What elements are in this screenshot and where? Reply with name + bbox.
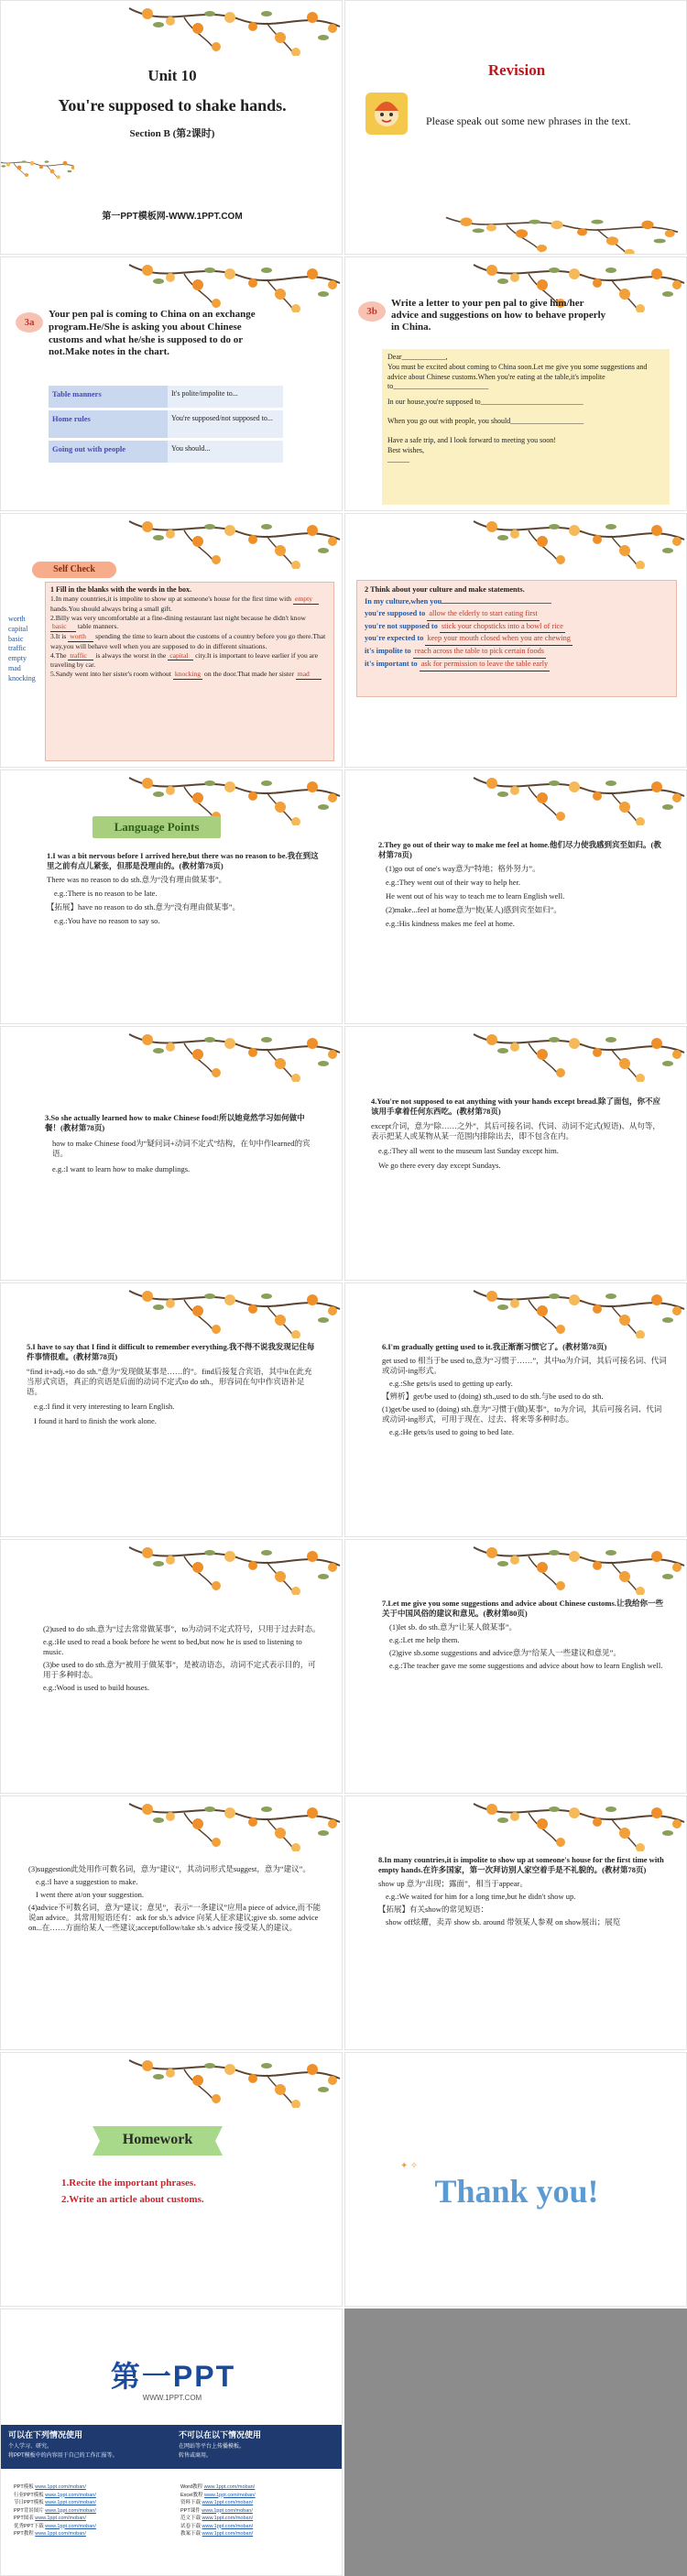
- cannot-use-item: 转售或商用。: [179, 2453, 213, 2459]
- link-url[interactable]: www.1ppt.com/moban/: [35, 2531, 86, 2538]
- point-note: “find it+adj.+to do sth.”意为“发现做某事是……的”。find后接复合宾语，其中it在此充当形式宾语，真正的宾语是后面的动词不定式to do sth.，形容词在句中作宾语补足语。: [27, 1367, 312, 1397]
- link-url[interactable]: www.1ppt.com/moban/: [35, 2516, 86, 2522]
- link-url[interactable]: www.1ppt.com/moban/: [202, 2507, 253, 2514]
- cartoon-face-icon: [365, 93, 408, 135]
- answer: allow the elderly to start eating first: [427, 608, 539, 621]
- statement-line: [365, 596, 669, 608]
- point-example: e.g.:I want to learn how to make dumplings.: [52, 1164, 191, 1174]
- link-row[interactable]: [14, 2499, 169, 2507]
- letter-template: [382, 349, 670, 505]
- answer: basic: [50, 622, 76, 632]
- point-note: 【辨析】get/be used to (doing) sth.,used to do sth.与be used to do sth.: [382, 1392, 604, 1402]
- usage-panel: [1, 2425, 343, 2469]
- point-example: e.g.:His kindness makes me feel at home.: [386, 919, 515, 929]
- point-sentence: 7.Let me give you some suggestions and advice about Chinese customs.让我给你一些关于中国风俗的建议和意见。(教材第80页): [382, 1599, 663, 1619]
- answer: traffic: [68, 651, 93, 661]
- item-text: 2.Billy was very uncomfortable at a fine-dining restaurant last night because he didn't know: [50, 613, 306, 622]
- statement-line: [365, 621, 669, 634]
- point-example: e.g.:There is no reason to be late.: [54, 889, 158, 899]
- link-url[interactable]: www.1ppt.com/moban/: [45, 2492, 96, 2498]
- letter-line: Dear____________,: [387, 353, 448, 361]
- lesson-title: You're supposed to shake hands.: [58, 96, 287, 115]
- point-note: how to make Chinese food为“疑问词+动词不定式”结构，在句中作learned的宾语。: [52, 1139, 311, 1159]
- link-row[interactable]: [180, 2483, 336, 2492]
- link-label: 试卷下载: [180, 2523, 202, 2529]
- link-url[interactable]: www.1ppt.com/moban/: [202, 2500, 254, 2506]
- point-example: I found it hard to finish the work alone.: [34, 1416, 157, 1426]
- statement-lead: you're supposed to: [365, 608, 426, 617]
- point-note: 【拓展】have no reason to do sth.意为“没有理由做某事”。: [47, 902, 241, 912]
- point-note: (4)advice不可数名词，意为“建议；意见”，表示“一条建议”应用a piece of advice,而不能说an advice。其常用短语还有：ask for sb.'s advice 向某人征求建议;give sb. some advice on...在……方面给某人一些建议;accept/follow/take sb.'s advice 接受某人的建议。: [28, 1903, 322, 1933]
- slide-language-points-2: [344, 770, 687, 1024]
- point-example: I went there at/on your suggestion.: [36, 1890, 145, 1900]
- point-body: [45, 1113, 316, 1174]
- link-label: PPT背景图片: [14, 2507, 44, 2514]
- can-use-heading: 可以在下列情况使用: [8, 2430, 83, 2440]
- point-sentence: 3.So she actually learned how to make Chinese food!所以她竟然学习如何做中餐！(教材第78页): [45, 1113, 305, 1133]
- statement-lead: it's important to: [365, 660, 418, 669]
- slide-language-points-8: [344, 1539, 687, 1794]
- point-sentence: 4.You're not supposed to eat anything with your hands except bread.除了面包，你不应该用手拿着任何东西吃。(教材第78页): [371, 1097, 660, 1117]
- point-note: (1)let sb. do sth.意为“让某人做某事”。: [389, 1622, 518, 1632]
- point-sentence: 6.I'm gradually getting used to it.我正渐渐习惯它了。(教材第78页): [382, 1342, 607, 1351]
- slide-language-points-9: [0, 1796, 343, 2050]
- slide-3b: [344, 257, 687, 511]
- instruction: 1 Fill in the blanks with the words in the box.: [50, 585, 192, 594]
- answer: empty: [293, 595, 319, 605]
- point-sentence: 5.I have to say that I find it difficult to remember everything.我不得不说我发现记住每件事情很难。(教材第78页): [27, 1342, 315, 1362]
- slide-language-points-1: [0, 770, 343, 1024]
- point-note: (3)be used to do sth.意为“被用于做某事”，是被动语态，动词不定式表示目的，可用于多种时态。: [43, 1660, 316, 1680]
- slide-3a: [0, 257, 343, 511]
- link-row[interactable]: [14, 2483, 169, 2492]
- link-label: 范文下载: [180, 2516, 202, 2522]
- point-note: show up 意为“出现；露面”，相当于appear。: [378, 1879, 528, 1889]
- item-text: 5.Sandy went into her sister's room without: [50, 669, 171, 678]
- answer: mad: [296, 670, 322, 680]
- item-text: spending the time to learn about the customs of a country before you go there.That way,you will behave well when you are supposed to do in different situations.: [50, 632, 326, 650]
- item-text: hands.You should always bring a small gift.: [50, 604, 172, 613]
- self-check-badge: Self Check: [32, 562, 116, 578]
- blank-item: [50, 651, 329, 670]
- blank-item: [50, 632, 329, 650]
- link-row[interactable]: [14, 2530, 169, 2538]
- link-url[interactable]: www.1ppt.com/moban/: [203, 2492, 256, 2498]
- link-url[interactable]: www.1ppt.com/moban/: [45, 2523, 96, 2529]
- point-body: [28, 1864, 322, 1933]
- brand-url: WWW.1PPT.COM: [142, 2394, 202, 2402]
- point-body: [27, 1342, 320, 1426]
- statement-line: [365, 659, 669, 671]
- link-label: 优秀PPT下载: [14, 2523, 44, 2529]
- link-row[interactable]: [14, 2492, 169, 2500]
- vine-decoration: [345, 1027, 687, 1082]
- letter-line: In our house,you're supposed to____________________________: [387, 398, 583, 407]
- badge-3b: 3b: [358, 301, 386, 322]
- statement-line: [365, 608, 669, 621]
- point-body: [43, 1624, 323, 1693]
- blank-item: [50, 614, 329, 632]
- homework-task: 1.Recite the important phrases.: [61, 2178, 196, 2189]
- link-url[interactable]: www.1ppt.com/moban/: [202, 2531, 254, 2538]
- row-note: You're supposed/not supposed to...: [168, 410, 283, 438]
- answer: reach across the table to pick certain foods: [413, 646, 546, 659]
- link-row[interactable]: [180, 2523, 336, 2531]
- point-example: We go there every day except Sundays.: [378, 1161, 501, 1171]
- item-text: 4.The: [50, 650, 67, 660]
- point-example: He went out of his way to teach me to learn English well.: [386, 891, 565, 901]
- link-row[interactable]: [14, 2507, 169, 2516]
- point-example: show off炫耀，卖弄 show sb. around 带领某人参观 on show展出；展览: [386, 1917, 621, 1927]
- point-example: e.g.:You have no reason to say so.: [54, 916, 160, 926]
- link-url[interactable]: www.1ppt.com/moban/: [202, 2523, 254, 2529]
- unit-label: Unit 10: [147, 67, 197, 84]
- homework-heading: Homework: [122, 2132, 193, 2147]
- slide-language-points-10: [344, 1796, 687, 2050]
- slide-credits: [0, 2309, 343, 2576]
- slide-language-points-4: [344, 1026, 687, 1281]
- link-url[interactable]: www.1ppt.com/moban/: [203, 2484, 256, 2490]
- point-body: [382, 1342, 668, 1437]
- slide-language-points-5: [0, 1283, 343, 1537]
- word-item: basic: [8, 634, 24, 643]
- slide-language-points-3: [0, 1026, 343, 1281]
- point-body: [378, 1855, 668, 1927]
- row-note: You should...: [168, 441, 283, 463]
- link-label: PPT图表: [14, 2516, 34, 2522]
- word-item: capital: [8, 624, 28, 633]
- slide-title: [0, 0, 343, 255]
- link-row[interactable]: [14, 2515, 169, 2523]
- link-url[interactable]: www.1ppt.com/moban/: [202, 2516, 254, 2522]
- vine-decoration-left: [0, 157, 74, 255]
- answer: stick your chopsticks into a bowl of rice: [440, 621, 565, 634]
- language-points-heading: Language Points: [93, 816, 221, 838]
- slide-thank-you: [344, 2052, 687, 2307]
- answer: capital: [168, 651, 193, 661]
- point-note: (3)suggestion此处用作可数名词，意为“建议”，其动词形式是suggest，意为“建议”。: [28, 1864, 311, 1873]
- footer-text: 第一PPT模板网-WWW.1PPT.COM: [102, 212, 243, 222]
- item-text: city.It is important to leave earlier if you are traveling by car.: [50, 650, 318, 670]
- point-sentence: 1.I was a bit nervous before I arrived here,but there was no reason to be.我在到这里之前有点儿紧张，但那是没理由的。(教材第78页): [47, 851, 319, 871]
- vine-decoration: [1, 2053, 343, 2108]
- vine-decoration: [1, 1796, 343, 1851]
- word-item: worth: [8, 615, 26, 623]
- point-note: There was no reason to do sth.意为“没有理由做某事”。: [47, 875, 227, 885]
- link-url[interactable]: www.1ppt.com/moban/: [35, 2484, 86, 2490]
- statement-line: [365, 633, 669, 646]
- homework-task: 2.Write an article about customs.: [61, 2194, 204, 2205]
- can-use-item: 个人学习、研究。: [8, 2444, 53, 2450]
- slide-homework: [0, 2052, 343, 2307]
- answer: ask for permission to leave the table early: [420, 659, 550, 671]
- row-label: Table manners: [49, 386, 168, 408]
- notes-chart: [49, 386, 283, 463]
- badge-3a: 3a: [16, 312, 43, 333]
- letter-line: ______: [387, 455, 409, 464]
- answer: knocking: [174, 669, 202, 678]
- statements-panel: [356, 580, 677, 697]
- word-box: [8, 615, 41, 684]
- row-label: Home rules: [49, 410, 168, 438]
- blank-item: [50, 595, 329, 613]
- point-note: (1)get/be used to (doing) sth.意为“习惯于(做)某事”，to为介词，其后可接名词、代词或动词-ing形式，可用于现在、过去、将来等多种时态。: [382, 1404, 662, 1424]
- links-right: [180, 2483, 336, 2538]
- answer: keep your mouth closed when you are chewing: [425, 633, 572, 646]
- slide-statements: [344, 513, 687, 768]
- vine-decoration: [1, 1, 343, 56]
- brand-logo: 第一PPT: [110, 2360, 236, 2393]
- slide-revision: [344, 0, 687, 255]
- point-sentence: 2.They go out of their way to make me feel at home.他们尽力使我感到宾至如归。(教材第78页): [378, 840, 661, 860]
- statement-lead: you're expected to: [365, 634, 424, 643]
- point-note: (1)go out of one's way意为“特地；格外努力”。: [386, 864, 540, 874]
- point-example: e.g.:Let me help them.: [389, 1635, 460, 1645]
- link-label: Word教程: [180, 2484, 203, 2490]
- point-example: e.g.:They went out of their way to help her.: [386, 878, 521, 888]
- link-label: PPT教程: [14, 2531, 34, 2538]
- link-label: PPT模板: [14, 2484, 34, 2490]
- fill-blanks-panel: [45, 582, 334, 761]
- vine-decoration: [345, 514, 687, 569]
- link-row[interactable]: [180, 2530, 336, 2538]
- vine-decoration: [345, 770, 687, 825]
- link-url[interactable]: www.1ppt.com/moban/: [45, 2507, 96, 2514]
- point-note: 【拓展】有关show的常见短语：: [378, 1905, 488, 1915]
- link-label: PPT课件: [180, 2507, 201, 2514]
- revision-text: Please speak out some new phrases in the text.: [426, 115, 631, 127]
- slide-language-points-6: [344, 1283, 687, 1537]
- vine-decoration: [1, 257, 343, 312]
- instruction: 2 Think about your culture and make statements.: [365, 585, 525, 594]
- point-note: (2)give sb.some suggestions and advice意为“给某人一些建议和意见”。: [389, 1648, 621, 1658]
- vine-decoration-bottom: [345, 212, 687, 255]
- point-note: except介词，意为“除……之外”，其后可接名词、代词、动词不定式(短语)、从句等，表示把某人或某物从某一范围内排除出去，即不包含在内。: [371, 1121, 660, 1141]
- slide-language-points-7: [0, 1539, 343, 1794]
- point-note: (2)used to do sth.意为“过去常常做某事”，to为动词不定式符号，只用于过去时态。: [43, 1624, 321, 1633]
- point-body: [382, 1599, 668, 1671]
- thank-you-text: Thank you!: [434, 2173, 599, 2210]
- link-row[interactable]: [180, 2507, 336, 2516]
- sparkle-icon: ✦ ✧: [400, 2161, 419, 2171]
- task-3a-prompt: Your pen pal is coming to China on an exchange program.He/She is asking you about Chinese customs and what he/she is supposed to do or not.Make notes in the chart.: [49, 309, 256, 358]
- point-example: e.g.:She gets/is used to getting up early.: [389, 1379, 513, 1389]
- vine-decoration: [1, 1283, 343, 1338]
- point-example: e.g.:He gets/is used to going to bed late.: [389, 1427, 514, 1437]
- link-label: Excel教程: [180, 2492, 203, 2498]
- point-example: e.g.:He used to read a book before he went to bed,but now he is used to listening to music.: [43, 1637, 302, 1657]
- vine-decoration: [1, 514, 343, 569]
- point-example: e.g.:The teacher gave me some suggestions and advice about how to learn English well.: [389, 1661, 663, 1671]
- word-item: knocking: [8, 673, 36, 682]
- cannot-use-heading: 不可以在以下情况使用: [179, 2430, 262, 2440]
- blank-line: [442, 603, 551, 604]
- statement-lead: you're not supposed to: [365, 621, 438, 630]
- link-label: 资料下载: [180, 2500, 202, 2506]
- point-body: [371, 1097, 664, 1171]
- point-body: [47, 851, 322, 926]
- blank-item: [50, 670, 329, 680]
- letter-line: When you go out with people, you should____________________: [387, 416, 584, 425]
- row-note: It's polite/impolite to...: [168, 386, 283, 408]
- item-text: 1.In many countries,it is impolite to show up at someone's house for the first time with: [50, 595, 292, 604]
- empty-slot: [344, 2309, 687, 2576]
- answer: worth: [68, 632, 93, 642]
- letter-line: You must be excited about coming to China soon.Let me give you some suggestions and advice about Chinese customs.When you're eating at the table,it's impolite to__________________________: [387, 362, 648, 391]
- vine-decoration: [1, 1540, 343, 1595]
- word-item: traffic: [8, 644, 27, 653]
- point-note: (2)make...feel at home意为“使(某人)感到宾至如归”。: [386, 905, 562, 915]
- word-item: empty: [8, 654, 27, 663]
- link-label: 行业PPT模板: [14, 2492, 44, 2498]
- section-label: Section B (第2课时): [129, 128, 215, 139]
- chart-row: [49, 386, 283, 408]
- vine-decoration: [345, 1796, 687, 1851]
- slide-self-check: [0, 513, 343, 768]
- link-row[interactable]: [180, 2515, 336, 2523]
- vine-decoration: [345, 1283, 687, 1338]
- link-row[interactable]: [180, 2492, 336, 2500]
- cannot-use-item: 在网站等平台上传播模板。: [179, 2444, 245, 2450]
- point-example: e.g.:They all went to the museum last Sunday except him.: [378, 1146, 559, 1156]
- item-text: 3.It is: [50, 632, 67, 641]
- vine-decoration: [1, 1027, 343, 1082]
- point-example: e.g.:Wood is used to build houses.: [43, 1683, 149, 1693]
- revision-title: Revision: [487, 61, 546, 79]
- item-text: on the door.That made her sister: [204, 669, 294, 678]
- vine-decoration: [345, 1540, 687, 1595]
- statement-lead: it's impolite to: [365, 647, 411, 656]
- link-label: 节日PPT模板: [14, 2500, 44, 2506]
- link-row[interactable]: [14, 2523, 169, 2531]
- letter-line: Best wishes,: [387, 445, 424, 454]
- point-example: e.g.:I find it very interesting to learn English.: [34, 1402, 175, 1412]
- item-text: table manners.: [77, 622, 119, 631]
- link-label: 教案下载: [180, 2531, 202, 2538]
- links-left: [14, 2483, 169, 2538]
- link-row[interactable]: [180, 2499, 336, 2507]
- statement-lead: In my culture,when you: [365, 596, 442, 606]
- point-sentence: 8.In many countries,it is impolite to show up at someone's house for the first time with empty hands.在许多国家，第一次拜访别人家空着手是不礼貌的。(教材第78页): [378, 1855, 664, 1875]
- chart-row: [49, 410, 283, 438]
- link-url[interactable]: www.1ppt.com/moban/: [45, 2500, 96, 2506]
- row-label: Going out with people: [49, 441, 168, 463]
- letter-line: Have a safe trip, and I look forward to meeting you soon!: [387, 435, 556, 444]
- point-example: e.g.:We waited for him for a long time,but he didn't show up.: [386, 1892, 576, 1902]
- word-item: mad: [8, 663, 21, 672]
- statement-line: [365, 646, 669, 659]
- point-body: [378, 840, 662, 929]
- item-text: is always the worst in the: [95, 650, 167, 660]
- point-example: e.g.:I have a suggestion to make.: [36, 1877, 138, 1887]
- can-use-item: 将PPT模板中的内容用于自己的工作汇报等。: [8, 2453, 118, 2459]
- task-3b-prompt: Write a letter to your pen pal to give him/her advice and suggestions on how to behave properly in China.: [391, 298, 606, 333]
- chart-row: [49, 441, 283, 463]
- point-note: get used to 相当于be used to,意为“习惯于……”，其中to为介词，其后可接名词、代词或动词-ing形式。: [382, 1356, 667, 1376]
